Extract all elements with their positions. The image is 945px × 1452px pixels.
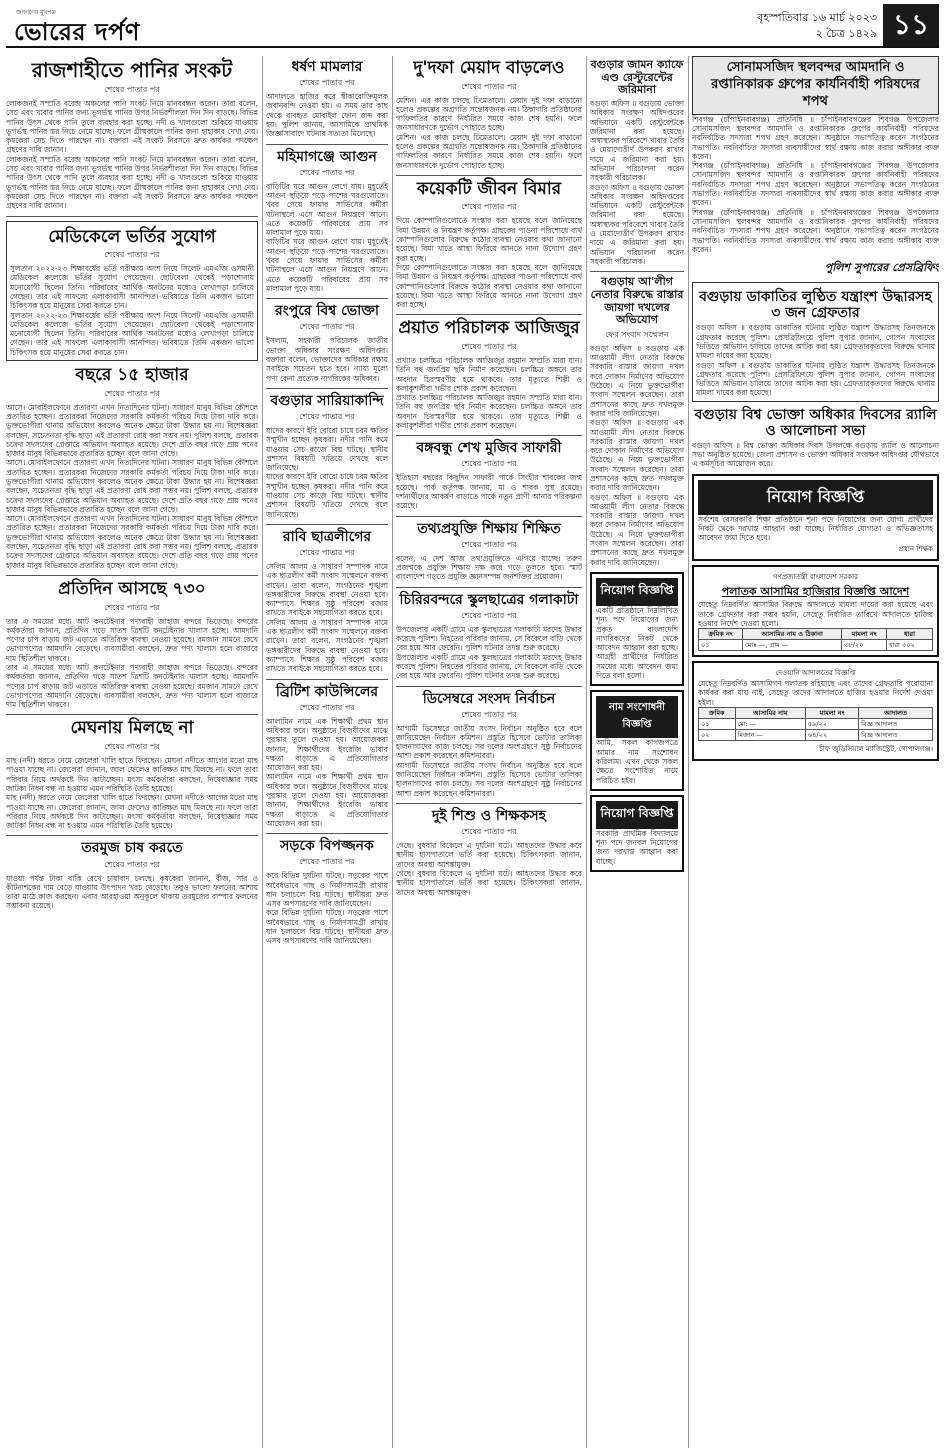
divider	[396, 516, 582, 517]
table-cell: মো: —	[735, 719, 805, 730]
story-body-cont: আগামী ডিসেম্বরে জাতীয় সংসদ নির্বাচন অনুষ্ঠিত হবে বলে জানিয়েছেন নির্বাচন কমিশন। প্রস্তুতি হিসেবে ভোটার তালিকা হালনাগাদের কাজ চলছে। সব দলের অংশগ্রহণে সুষ্ঠু নির্বাচনের আশা প্রকাশ করেছেন কমিশনাররা।	[396, 760, 582, 798]
date-bangla: ২ চৈত্র ১৪২৯	[815, 27, 877, 40]
headline: দু'দফা মেয়াদ বাড়লেও	[413, 58, 565, 78]
ad-body: যেহেতু নিম্নবর্ণিত আসামিগণ পলাতক রহিয়াছে এবং তাদের গ্রেফতারি পরোয়ানা কার্যকর করা যায় নাই, সেহেতু তাদের আদালতে হাজির হওয়ার নির্দেশ দেওয়া হইল।	[698, 679, 933, 707]
story-body: বাড়িটির ঘরে আগুন লেগে যায়। মুহূর্তেই আগুন ছড়িয়ে পড়ে পাশের ঘরগুলোতে। খবর পেয়ে ফায়ার সার্ভিসের কর্মীরা ঘটনাস্থলে এসে আগুন নিয়ন্ত্রণে আনে। এতে কয়েকটি পরিবারের প্রায় সব মালামাল পুড়ে যায়।	[266, 181, 388, 238]
divider	[266, 144, 388, 145]
ad-table	[698, 707, 933, 741]
story-mohimaganj-fire	[266, 149, 388, 294]
headline: ডিসেম্বরে সংসদ নির্বাচন	[422, 690, 556, 707]
story-consumer-day-rally	[692, 407, 939, 469]
continuation-note: শেষের পাতার পর	[104, 859, 160, 869]
story-body-cont: তার এ সময়ের মধ্যে আট কনটেইনার পণ্যবাহী জাহাজ বন্দরে ভিড়েছে। বন্দরের কর্মকর্তারা জানান, প্রতিদিন গড়ে সাতশ ত্রিশটি কনটেইনার খালাস হচ্ছে। আমদানি পণ্যের চাপ বাড়ায় জট এড়াতে অতিরিক্ত ব্যবস্থা নেওয়া হয়েছে। রমজান সামনে রেখে ভোগ্যপণ্যের আমদানি বেড়েছে। ব্যবসায়ীরা বলছেন, দ্রুত পণ্য খালাস হলে বাজারে দাম স্থিতিশীল থাকবে।	[6, 663, 258, 710]
story-watermelon	[6, 840, 258, 910]
continuation-note: শেষের পাতার পর	[104, 85, 160, 94]
story-safari-park	[396, 440, 582, 510]
continuation-note: শেষের পাতার পর	[461, 81, 517, 91]
story-730-daily	[6, 580, 258, 710]
table-cell: ০১	[699, 719, 736, 730]
column-5	[692, 56, 939, 1448]
story-body: বলেন, এ দেশ আজ তথ্যপ্রযুক্তিতে এগিয়ে যাচ্ছে। তরুণ প্রজন্মকে প্রযুক্তি শিক্ষায় দক্ষ করে গড়ে তুলতে হবে। স্মার্ট বাংলাদেশ গড়তে প্রযুক্তি জ্ঞানসম্পন্ন জনশক্তির প্রয়োজন।	[396, 553, 582, 582]
story-sonamasjid-oath	[692, 115, 939, 254]
table-header: মামলা নং	[805, 708, 858, 719]
continuation-note: শেষের পাতার পর	[299, 857, 355, 867]
table-cell: ০১	[699, 640, 743, 651]
continuation-note: শেষের পাতার পর	[461, 341, 517, 351]
story-body: বগুড়া অফিস ॥ বগুড়ায় এক আওয়ামী লীগ নেতার বিরুদ্ধে সরকারি রাস্তার জায়গা দখল করে দোকান নির্মাণের অভিযোগ উঠেছে। এ নিয়ে ভুক্তভোগীরা সংবাদ সম্মেলন করেছেন। তারা প্রশাসনের কাছে দ্রুত দখলমুক্ত করার দাবি জানিয়েছেন।	[590, 343, 684, 418]
story-rape-case	[266, 59, 388, 139]
ad-body: সর্বশেষ বেসরকারি শিক্ষা প্রতিষ্ঠানে শূন্য পদে নিয়োগের জন্য যোগ্য প্রার্থীদের নিকট থেকে দরখাস্ত আহ্বান করা যাচ্ছে। নির্ধারিত যোগ্যতা ও অভিজ্ঞতাসহ আবেদন জমা দিতে হবে।	[698, 514, 933, 543]
column-1	[6, 56, 258, 1448]
story-body: গেছে। বুধবার বিকেলে এ দুর্ঘটনা ঘটে। আহতদের উদ্ধার করে স্থানীয় হাসপাতালে ভর্তি করা হয়েছে। চিকিৎসকরা জানান, তাদের অবস্থা আশঙ্কামুক্ত।	[396, 841, 582, 869]
table-cell: বিজ্ঞ আদালত	[859, 730, 933, 741]
divider	[266, 524, 388, 525]
ad-body: যেহেতু নিম্নবর্ণিত আসামির বিরুদ্ধে আদালতে মামলা দায়ের করা হয়েছে এবং তাকে গ্রেফতার করা সম্ভব হয়নি, সেহেতু নির্ধারিত তারিখে আদালতে হাজির হওয়ার নির্দেশ দেওয়া হলো।	[698, 600, 933, 628]
column-4	[590, 56, 684, 1448]
headline: বগুড়ার জামন ক্যাফে এণ্ড রেস্টুরেন্টের জরিমানা	[590, 58, 684, 97]
table-header-row	[699, 708, 933, 719]
story-body-cont2: শিবগঞ্জ (চাঁপাইনবাবগঞ্জ) প্রতিনিধি ॥ চাঁপাইনবাবগঞ্জের শিবগঞ্জ উপজেলার সোনামসজিদ স্থলবন্দর আমদানি ও রপ্তানিকারক গ্রুপের কার্যনির্বাহী পরিষদের নবনির্বাচিত সদস্যরা শপথ গ্রহণ করেছেন। অনুষ্ঠানে সভাপতিত্ব করেন সংগঠনের সভাপতি। নবনির্বাচিত সদস্যরা ব্যবসায়ীদের স্বার্থ রক্ষায় কাজ করার অঙ্গীকার ব্যক্ত করেন।	[692, 207, 939, 254]
column-3	[396, 56, 582, 1448]
story-15-thousand	[6, 366, 258, 570]
headline: সড়কে বিপজ্জনক	[280, 838, 374, 855]
headline: তথ্যপ্রযুক্তি শিক্ষায় শিক্ষিত	[417, 520, 561, 537]
continuation-note: শেষের পাতার পর	[104, 742, 160, 752]
story-it-education	[396, 521, 582, 582]
story-two-children	[396, 808, 582, 897]
headline: রাজশাহীতে পানির সংকট	[31, 58, 233, 82]
story-body: শিবগঞ্জ (চাঁপাইনবাবগঞ্জ) প্রতিনিধি ॥ চাঁপাইনবাবগঞ্জের শিবগঞ্জ উপজেলার সোনামসজিদ স্থলবন্দর আমদানি ও রপ্তানিকারক গ্রুপের কার্যনির্বাহী পরিষদের নবনির্বাচিত সদস্যরা শপথ গ্রহণ করেছেন। অনুষ্ঠানে সভাপতিত্ব করেন সংগঠনের সভাপতি। নবনির্বাচিত সদস্যরা ব্যবসায়ীদের স্বার্থ রক্ষায় কাজ করার অঙ্গীকার ব্যক্ত করেন।	[692, 114, 939, 161]
table-cell: মিজান —	[735, 730, 805, 741]
ad-signature: চীফ জুডিসিয়াল ম্যাজিস্ট্রেট, গোপালগঞ্জ।	[819, 745, 933, 754]
story-body: তার এ সময়ের মধ্যে আট কনটেইনার পণ্যবাহী জাহাজ বন্দরে ভিড়েছে। বন্দরের কর্মকর্তারা জানান, প্রতিদিন গড়ে সাতশ ত্রিশটি কনটেইনার খালাস হচ্ছে। আমদানি পণ্যের চাপ বাড়ায় জট এড়াতে অতিরিক্ত ব্যবস্থা নেওয়া হয়েছে। রমজান সামনে রেখে ভোগ্যপণ্যের আমদানি বেড়েছে। ব্যবসায়ীরা বলছেন, দ্রুত পণ্য খালাস হলে বাজারে দাম স্থিতিশীল থাকবে।	[6, 616, 258, 663]
story-body: আগামী ডিসেম্বরে জাতীয় সংসদ নির্বাচন অনুষ্ঠিত হবে বলে জানিয়েছেন নির্বাচন কমিশন। প্রস্তুতি হিসেবে ভোটার তালিকা হালনাগাদের কাজ চলছে। সব দলের অংশগ্রহণে সুষ্ঠু নির্বাচনের আশা প্রকাশ করেছেন কমিশনাররা।	[396, 723, 582, 761]
ad-signature: প্রধান শিক্ষক	[898, 544, 933, 553]
column-rule	[262, 56, 263, 1448]
headline: বগুড়ার সারিয়াকান্দি	[270, 392, 384, 409]
ad-court-notice-1	[692, 565, 939, 658]
story-rajshahi-water	[6, 59, 258, 211]
story-chirirbandar	[396, 592, 582, 681]
divider	[266, 833, 388, 834]
story-body: সেলিম আলম ও সাধারণ সম্পাদক নামে এক ছাত্রলীগ কর্মী সংবাদ সম্মেলনে বক্তব্য রাখেন। তারা বলেন, সংগঠনের শৃঙ্খলা ভঙ্গকারীদের বিরুদ্ধে ব্যবস্থা নেওয়া হবে। ক্যাম্পাসে শিক্ষার সুষ্ঠু পরিবেশ বজায় রাখতে সবাইকে সহযোগিতা করতে হবে।	[266, 561, 388, 618]
story-body: মাছ (নদী) ধরতে নেমে জেলেরা খালি হাতে ফিরছেন। মেঘনা নদীতে আগের মতো মাছ পাওয়া যাচ্ছে না। জেলেরা জানান, জাল ফেলেও কাঙ্ক্ষিত মাছ মিলছে না। ফলে তারা পরিবার নিয়ে অর্থকষ্টে দিন কাটাচ্ছেন। মৎস্য কর্মকর্তারা বলছেন, নিষেধাজ্ঞার সময় জাটকা নিধন বন্ধ না হওয়ায় এমন পরিস্থিতি তৈরি হয়েছে।	[6, 756, 258, 793]
story-body: লোকজনই সম্প্রতি বরেন্দ্র অঞ্চলের পানি সংকট নিয়ে মানববন্ধন করেন। তারা বলেন, সেচ এবং খাবার পানির জন্য ভূগর্ভস্থ পানির উপর নির্ভরশীলতা দিন দিন বাড়ছে। বিভিন্ন পানির উৎস থেকে পানি তুলে ব্যবহার করা হচ্ছে। নদী ও খালগুলো শুকিয়ে যাওয়ায় ভূগর্ভস্থ পানির স্তর নিচে নেমে যাচ্ছে। ফলে গ্রীষ্মকালে পানির জন্য হাহাকার দেখা দেয়। কৃষকেরা সেচ দিতে পারছেন না। বক্তারা এই সংকট নিরসনে দ্রুত কার্যকর পদক্ষেপ গ্রহণের দাবি জানান।	[6, 99, 258, 155]
ad-court-header: দেওয়ানি আদালতের বিজ্ঞপ্তি	[775, 669, 856, 678]
ad-body: সরকারি প্রাথমিক বিদ্যালয়ে শূন্য পদে জনবল নিয়োগের জন্য দরখাস্ত আহ্বান করা যাচ্ছে।	[596, 828, 678, 866]
kicker-press-briefing: পুলিশ সুপারের প্রেসব্রিফিং	[824, 261, 939, 275]
table-row	[699, 730, 933, 741]
headline: কয়েকটি জীবন বিমার	[416, 178, 562, 199]
table-cell: ০২	[699, 730, 736, 741]
continuation-note: শেষের পাতার পর	[461, 610, 517, 620]
headline: মেডিকেলে ভর্তির সুযোগ	[48, 226, 216, 247]
newspaper-logo: ভোরের দর্পণ	[14, 18, 140, 46]
headline: বগুড়ায় বিশ্ব ভোক্তা অধিকার দিবসের র‌্যালি ও আলোচনা সভা	[694, 406, 937, 439]
story-body: বগুড়া অফিস ॥ বিশ্ব ভোক্তা অধিকার দিবস উপলক্ষে বগুড়ায় র‌্যালি ও আলোচনা সভা অনুষ্ঠিত হয়েছে। জেলা প্রশাসন ও ভোক্তা অধিকার সংরক্ষণ অধিদপ্তর যৌথভাবে এ কর্মসূচির আয়োজন করে।	[692, 440, 939, 469]
ad-govt-header: গণপ্রজাতন্ত্রী বাংলাদেশ সরকার	[773, 572, 858, 581]
story-body-cont2: বগুড়া অফিস ॥ বগুড়ায় এক আওয়ামী লীগ নেতার বিরুদ্ধে সরকারি রাস্তার জায়গা দখল করে দোকান নির্মাণের অভিযোগ উঠেছে। এ নিয়ে ভুক্তভোগীরা সংবাদ সম্মেলন করেছেন। তারা প্রশাসনের কাছে দ্রুত দখলমুক্ত করার দাবি জানিয়েছেন।	[590, 492, 684, 567]
story-awami-league-land	[590, 276, 684, 567]
divider	[6, 835, 258, 836]
story-body-cont: সেলিম আলম ও সাধারণ সম্পাদক নামে এক ছাত্রলীগ কর্মী সংবাদ সম্মেলনে বক্তব্য রাখেন। তারা বলেন, সংগঠনের শৃঙ্খলা ভঙ্গকারীদের বিরুদ্ধে ব্যবস্থা নেওয়া হবে। ক্যাম্পাসে শিক্ষার সুষ্ঠু পরিবেশ বজায় রাখতে সবাইকে সহযোগিতা করতে হবে।	[266, 617, 388, 674]
ad-recruitment-1	[590, 572, 684, 686]
table-header: আসামির নাম	[735, 708, 805, 719]
continuation-note: শেষের পাতার পর	[104, 250, 160, 260]
ad-teacher-recruitment	[692, 474, 939, 561]
story-body: আলামিন নামে এক শিক্ষার্থী প্রথম স্থান অধিকার করে। অনুষ্ঠানে বিজয়ীদের মাঝে পুরস্কার তুলে দেওয়া হয়। আয়োজকরা জানান, শিক্ষার্থীদের ইংরেজি ভাষার দক্ষতা বাড়াতে এ প্রতিযোগিতার আয়োজন করা হয়।	[266, 716, 388, 773]
headline: চিরিরবন্দরে স্কুলছাত্রের গলাকাটা	[399, 591, 579, 608]
column-rule	[392, 56, 393, 1448]
divider	[396, 314, 582, 315]
table-cell: ৫৯/২২	[805, 719, 858, 730]
column-rule	[688, 56, 689, 1448]
continuation-note: শেষের পাতার পর	[299, 167, 355, 177]
divider	[396, 803, 582, 804]
table-cell: বিজ্ঞ আদালত	[859, 719, 933, 730]
headline: ধর্ষণ মামলার	[291, 59, 363, 75]
story-body: যাদের কারণে ইরি বোরো চাষে চরম ক্ষতির সম্মুখীন হচ্ছেন কৃষকরা। নদীর পানি কমে যাওয়ায় সেচ কাজে বিঘ্ন ঘটছে। স্থানীয় প্রশাসন বিষয়টি খতিয়ে দেখছে বলে জানিয়েছে।	[266, 425, 388, 473]
story-director-azizur	[396, 319, 582, 430]
table-cell: ৩৮/২০	[842, 640, 887, 651]
column-2	[266, 56, 388, 1448]
story-body-cont: করে বিভিন্ন দুর্ঘটনা ঘটছে। সড়কের পাশে অবৈধভাবে গাছ ও নির্মাণসামগ্রী রাখায় যান চলাচলে বিঘ্ন ঘটছে। স্থানীয়রা দ্রুত এসব অপসারণের দাবি জানিয়েছেন।	[266, 908, 388, 946]
headline: রংপুরে বিশ্ব ভোক্তা	[275, 303, 379, 320]
story-robbery-arrest	[692, 282, 939, 402]
table-header: ক্রমিক নং	[699, 629, 743, 640]
story-body: বগুড়া অফিস ॥ বগুড়ায় ভোক্তা অধিকার সংরক্ষণ অধিদপ্তরের অভিযানে একটি রেস্টুরেন্টকে জরিমানা করা হয়েছে। অস্বাস্থ্যকর পরিবেশে খাবার তৈরি ও মেয়াদোত্তীর্ণ উপকরণ রাখার দায়ে এ জরিমানা করা হয়। অভিযান পরিচালনা করেন সহকারী পরিচালক।	[590, 98, 684, 183]
ad-recruitment-2	[590, 795, 684, 872]
headline: তরমুজ চাষ করতে	[81, 840, 183, 857]
story-body-cont: বগুড়া অফিস ॥ বগুড়ায় এক আওয়ামী লীগ নেতার বিরুদ্ধে সরকারি রাস্তার জায়গা দখল করে দোকান নির্মাণের অভিযোগ উঠেছে। এ নিয়ে ভুক্তভোগীরা সংবাদ সম্মেলন করেছেন। তারা প্রশাসনের কাছে দ্রুত দখলমুক্ত করার দাবি জানিয়েছেন।	[590, 418, 684, 493]
continuation-note: শেষের পাতার পর	[104, 602, 160, 612]
story-body-cont: আলামিন নামে এক শিক্ষার্থী প্রথম স্থান অধিকার করে। অনুষ্ঠানে বিজয়ীদের মাঝে পুরস্কার তুলে দেওয়া হয়। আয়োজকরা জানান, শিক্ষার্থীদের ইংরেজি ভাষার দক্ষতা বাড়াতে এ প্রতিযোগিতার আয়োজন করা হয়।	[266, 772, 388, 828]
story-life-insurance	[396, 180, 582, 310]
date-english: বৃহস্পতিবার ১৬ মার্চ ২০২৩	[757, 11, 877, 24]
continuation-note: শেষের পাতার পর	[299, 78, 355, 88]
continuation-note: শেষের পাতার পর	[461, 827, 517, 837]
story-body-cont: মেশিন। এর কাজ চলছে ঢিমেতালে। মেয়াদ দুই দফা বাড়ানো হলেও প্রকল্পের অগ্রগতি সন্তোষজনক নয়। ঠিকাদারি প্রতিষ্ঠানের গাফিলতির কারণে নির্ধারিত সময়ে কাজ শেষ হয়নি। ফলে জনসাধারণকে দুর্ভোগ পোহাতে হচ্ছে।	[396, 132, 582, 170]
divider	[266, 388, 388, 389]
story-body: উপজেলার একটি গ্রামে এক স্কুলছাত্রের গলাকাটা মরদেহ উদ্ধার করেছে পুলিশ। নিহতের পরিবার জানায়, সে বিকেলে বাড়ি থেকে বের হয়ে আর ফেরেনি। পুলিশ ঘটনার তদন্ত শুরু করেছে।	[396, 624, 582, 653]
continuation-note: শেষের পাতার পর	[461, 539, 517, 549]
ad-table	[698, 628, 933, 651]
story-body-cont: প্রখ্যাত চলচ্চিত্র পরিচালক আজিজুর রহমান সম্প্রতি মারা যান। তিনি বহু জনপ্রিয় ছবি নির্মাণ করেছেন। চলচ্চিত্র অঙ্গনে তার অবদান চিরস্মরণীয় হয়ে থাকবে। তার মৃত্যুতে শিল্পী ও কলাকুশলীরা গভীর শোক প্রকাশ করেছেন।	[396, 393, 582, 431]
story-british-council	[266, 684, 388, 829]
story-sariakandi	[266, 393, 388, 519]
ad-title: পলাতক আসামির হাজিরার বিজ্ঞপ্তি আদেশ	[721, 584, 910, 598]
story-election-december	[396, 691, 582, 798]
table-cell: ৬৪/২২	[805, 730, 858, 741]
story-body-cont: উপজেলার একটি গ্রামে এক স্কুলছাত্রের গলাকাটা মরদেহ উদ্ধার করেছে পুলিশ। নিহতের পরিবার জানায়, সে বিকেলে বাড়ি থেকে বের হয়ে আর ফেরেনি। পুলিশ ঘটনার তদন্ত শুরু করেছে।	[396, 652, 582, 681]
continuation-note: শেষের পাতার পর	[461, 459, 517, 469]
divider	[6, 575, 258, 576]
banner-headline: সোনামসজিদ স্থলবন্দর আমদানি ও রপ্তানিকারক গ্রুপের কার্যনির্বাহী পরিষদের শপথ	[692, 56, 939, 115]
story-meghna-fish	[6, 719, 258, 830]
dateline	[757, 10, 877, 42]
ad-court-notice-2	[692, 661, 939, 761]
story-body-cont2: আসে। মোবাইলফোনে প্রতারণা এখন নিত্যদিনের ঘটনা। সাধারণ মানুষ বিভিন্ন কৌশলে প্রতারিত হচ্ছেন। প্রতারকরা নিজেদের সরকারি কর্মকর্তা পরিচয় দিয়ে টাকা দাবি করে। ভুক্তভোগীরা থানায় অভিযোগ করলেও অনেক ক্ষেত্রে টাকা উদ্ধার হয় না। বিশেষজ্ঞরা বলছেন, সচেতনতা বৃদ্ধি ছাড়া এই প্রতারণা রোধ করা সম্ভব নয়। পুলিশ বলছে, প্রতারক চক্রের সদস্যদের গ্রেপ্তারে অভিযান অব্যাহত রয়েছে। দেশে প্রতি বছর গড়ে প্রায় পনের হাজার মানুষ বিভিন্নভাবে প্রতারিত হচ্ছেন বলে জানা গেছে।	[6, 514, 258, 570]
story-deadline-extended	[396, 59, 582, 170]
continuation-note: শেষের পাতার পর	[299, 702, 355, 712]
story-body: দিয়ে কোম্পানিগুলোতে সংস্কার করা হয়েছে বলে জানিয়েছে বিমা উন্নয়ন ও নিয়ন্ত্রণ কর্তৃপক্ষ। গ্রাহকের পাওনা পরিশোধে ব্যর্থ কোম্পানিগুলোর বিরুদ্ধে কঠোর ব্যবস্থা নেওয়ার কথা জানানো হয়েছে। বিমা খাতে আস্থা ফিরিয়ে আনতে নানা উদ্যোগ গ্রহণ করা হচ্ছে।	[396, 216, 582, 263]
story-body: আসে। মোবাইলফোনে প্রতারণা এখন নিত্যদিনের ঘটনা। সাধারণ মানুষ বিভিন্ন কৌশলে প্রতারিত হচ্ছেন। প্রতারকরা নিজেদের সরকারি কর্মকর্তা পরিচয় দিয়ে টাকা দাবি করে। ভুক্তভোগীরা থানায় অভিযোগ করলেও অনেক ক্ষেত্রে টাকা উদ্ধার হয় না। বিশেষজ্ঞরা বলছেন, সচেতনতা বৃদ্ধি ছাড়া এই প্রতারণা রোধ করা সম্ভব নয়। পুলিশ বলছে, প্রতারক চক্রের সদস্যদের গ্রেপ্তারে অভিযান অব্যাহত রয়েছে। দেশে প্রতি বছর গড়ে প্রায় পনের হাজার মানুষ বিভিন্নভাবে প্রতারিত হচ্ছেন বলে জানা গেছে।	[6, 402, 258, 459]
table-cell: মোঃ —, গ্রাম —	[743, 640, 842, 651]
story-body: করে বিভিন্ন দুর্ঘটনা ঘটছে। সড়কের পাশে অবৈধভাবে গাছ ও নির্মাণসামগ্রী রাখায় যান চলাচলে বিঘ্ন ঘটছে। স্থানীয়রা দ্রুত এসব অপসারণের দাবি জানিয়েছেন।	[266, 871, 388, 909]
continuation-note: শেষের পাতার পর	[299, 322, 355, 332]
story-road-danger	[266, 838, 388, 945]
divider	[396, 435, 582, 436]
ad-title: নিয়োগ বিজ্ঞপ্তি	[596, 801, 678, 829]
story-body-cont: বাড়িটির ঘরে আগুন লেগে যায়। মুহূর্তেই আগুন ছড়িয়ে পড়ে পাশের ঘরগুলোতে। খবর পেয়ে ফায়ার সার্ভিসের কর্মীরা ঘটনাস্থলে এসে আগুন নিয়ন্ত্রণে আনে। এতে কয়েকটি পরিবারের প্রায় সব মালামাল পুড়ে যায়।	[266, 237, 388, 293]
ad-body: একটি প্রতিষ্ঠানে নিম্নলিখিত শূন্য পদে নিয়োগের জন্য প্রকৃত বাংলাদেশি নাগরিকদের নিকট থেকে আবেদন আহ্বান করা হচ্ছে। আগ্রহী প্রার্থীদের নির্ধারিত সময়ের মধ্যে আবেদন জমা দিতে বলা হলো।	[596, 605, 678, 681]
story-body-cont: আসে। মোবাইলফোনে প্রতারণা এখন নিত্যদিনের ঘটনা। সাধারণ মানুষ বিভিন্ন কৌশলে প্রতারিত হচ্ছেন। প্রতারকরা নিজেদের সরকারি কর্মকর্তা পরিচয় দিয়ে টাকা দাবি করে। ভুক্তভোগীরা থানায় অভিযোগ করলেও অনেক ক্ষেত্রে টাকা উদ্ধার হয় না। বিশেষজ্ঞরা বলছেন, সচেতনতা বৃদ্ধি ছাড়া এই প্রতারণা রোধ করা সম্ভব নয়। পুলিশ বলছে, প্রতারক চক্রের সদস্যদের গ্রেপ্তারে অভিযান অব্যাহত রয়েছে। দেশে প্রতি বছর গড়ে প্রায় পনের হাজার মানুষ বিভিন্নভাবে প্রতারিত হচ্ছেন বলে জানা গেছে।	[6, 458, 258, 514]
table-header: আদালত	[859, 708, 933, 719]
continuation-note: শেষের পাতার পর	[299, 547, 355, 557]
table-header-row	[699, 629, 933, 640]
ad-body: আমি, সকল কাগজপত্রে আমার নাম সংশোধন করিলাম। এখন থেকে সকল ক্ষেত্রে সংশোধিত নামে পরিচিত হইব।	[596, 738, 678, 785]
table-header: আসামির নাম ও ঠিকানা	[743, 629, 842, 640]
headline: প্রয়াত পরিচালক আজিজুর	[398, 318, 580, 339]
story-body: মেশিন। এর কাজ চলছে ঢিমেতালে। মেয়াদ দুই দফা বাড়ানো হলেও প্রকল্পের অগ্রগতি সন্তোষজনক নয়। ঠিকাদারি প্রতিষ্ঠানের গাফিলতির কারণে নির্ধারিত সময়ে কাজ শেষ হয়নি। ফলে জনসাধারণকে দুর্ভোগ পোহাতে হচ্ছে।	[396, 95, 582, 133]
story-body: ইসলাম, সহকারী পরিচালক জাতীয় ভোক্তা অধিকার সংরক্ষণ অধিদপ্তর। বক্তারা বলেন, ভোক্তাদের অধিকার রক্ষায় সবাইকে সচেতন হতে হবে। ন্যায্য মূল্যে পণ্য কেনা প্রত্যেক নাগরিকের অধিকার।	[266, 336, 388, 383]
story-body: বগুড়া অফিস ॥ বগুড়ায় ডাকাতির ঘটনায় লুণ্ঠিত যন্ত্রাংশ উদ্ধারসহ তিনজনকে গ্রেফতার করেছে পুলিশ। প্রেসব্রিফিংয়ে পুলিশ সুপার জানান, গোপন সংবাদের ভিত্তিতে অভিযান চালিয়ে তাদের আটক করা হয়। গ্রেফতারকৃতদের বিরুদ্ধে থানায় মামলা দায়ের করা হয়েছে।	[696, 323, 935, 361]
continuation-note: শেষের পাতার পর	[299, 411, 355, 421]
table-header: ধারা	[886, 629, 932, 640]
column-rule	[586, 56, 587, 1448]
ad-name-correction	[590, 690, 684, 790]
headline: মেঘনায় মিলছে না	[70, 718, 194, 739]
story-body: ইতিহাস বছরের কিছুদিন সাফারী পার্কে সিংহীর শাবকের জন্ম হয়েছে। পার্ক কর্তৃপক্ষ জানায়, মা ও শাবক সুস্থ রয়েছে। দর্শনার্থীদের আকর্ষণ বাড়াতে পার্কে নতুন প্রাণী আনার পরিকল্পনা রয়েছে।	[396, 473, 582, 511]
story-body-cont: মাছ (নদী) ধরতে নেমে জেলেরা খালি হাতে ফিরছেন। মেঘনা নদীতে আগের মতো মাছ পাওয়া যাচ্ছে না। জেলেরা জানান, জাল ফেলেও কাঙ্ক্ষিত মাছ মিলছে না। ফলে তারা পরিবার নিয়ে অর্থকষ্টে দিন কাটাচ্ছেন। মৎস্য কর্মকর্তারা বলছেন, নিষেধাজ্ঞার সময় জাটকা নিধন বন্ধ না হওয়ায় এমন পরিস্থিতি তৈরি হয়েছে।	[6, 793, 258, 831]
divider	[396, 686, 582, 687]
divider	[6, 714, 258, 715]
divider	[396, 587, 582, 588]
story-body-cont: শিবগঞ্জ (চাঁপাইনবাবগঞ্জ) প্রতিনিধি ॥ চাঁপাইনবাবগঞ্জের শিবগঞ্জ উপজেলার সোনামসজিদ স্থলবন্দর আমদানি ও রপ্তানিকারক গ্রুপের কার্যনির্বাহী পরিষদের নবনির্বাচিত সদস্যরা শপথ গ্রহণ করেছেন। অনুষ্ঠানে সভাপতিত্ব করেন সংগঠনের সভাপতি। নবনির্বাচিত সদস্যরা ব্যবসায়ীদের স্বার্থ রক্ষায় কাজ করার অঙ্গীকার ব্যক্ত করেন।	[692, 161, 939, 208]
story-restaurant-fine	[590, 59, 684, 266]
subheadline: ফের সংবাদ সম্মেলন	[605, 329, 669, 339]
headline: বগুড়ায় ডাকাতির লুণ্ঠিত যন্ত্রাংশ উদ্ধারসহ ৩ জন গ্রেফতার	[699, 289, 932, 322]
masthead	[6, 4, 939, 48]
headline: রাবি ছাত্রলীগের	[282, 528, 372, 545]
ad-title: নিয়োগ বিজ্ঞপ্তি	[698, 480, 933, 515]
story-body-cont: লোকজনই সম্প্রতি বরেন্দ্র অঞ্চলের পানি সংকট নিয়ে মানববন্ধন করেন। তারা বলেন, সেচ এবং খাবার পানির জন্য ভূগর্ভস্থ পানির উপর নির্ভরশীলতা দিন দিন বাড়ছে। বিভিন্ন পানির উৎস থেকে পানি তুলে ব্যবহার করা হচ্ছে। নদী ও খালগুলো শুকিয়ে যাওয়ায় ভূগর্ভস্থ পানির স্তর নিচে নেমে যাচ্ছে। ফলে গ্রীষ্মকালে পানির জন্য হাহাকার দেখা দেয়। কৃষকেরা সেচ দিতে পারছেন না। বক্তারা এই সংকট নিরসনে দ্রুত কার্যকর পদক্ষেপ গ্রহণের দাবি জানান।	[6, 154, 258, 211]
table-row	[699, 640, 933, 651]
headline: মহিমাগঞ্জে আগুন	[277, 148, 377, 165]
story-medical-admission	[6, 221, 258, 362]
story-body: প্রখ্যাত চলচ্চিত্র পরিচালক আজিজুর রহমান সম্প্রতি মারা যান। তিনি বহু জনপ্রিয় ছবি নির্মাণ করেছেন। চলচ্চিত্র অঙ্গনে তার অবদান চিরস্মরণীয় হয়ে থাকবে। তার মৃত্যুতে শিল্পী ও কলাকুশলীরা গভীর শোক প্রকাশ করেছেন।	[396, 355, 582, 393]
headline: ব্রিটিশ কাউন্সিলের	[275, 683, 379, 700]
continuation-note: শেষের পাতার পর	[461, 202, 517, 212]
divider	[266, 298, 388, 299]
continuation-note: শেষের পাতার পর	[461, 709, 517, 719]
table-cell: ধারা ৩০২	[886, 640, 932, 651]
story-body-cont: দিয়ে কোম্পানিগুলোতে সংস্কার করা হয়েছে বলে জানিয়েছে বিমা উন্নয়ন ও নিয়ন্ত্রণ কর্তৃপক্ষ। গ্রাহকের পাওনা পরিশোধে ব্যর্থ কোম্পানিগুলোর বিরুদ্ধে কঠোর ব্যবস্থা নেওয়ার কথা জানানো হয়েছে। বিমা খাতে আস্থা ফিরিয়ে আনতে নানা উদ্যোগ গ্রহণ করা হচ্ছে।	[396, 262, 582, 310]
logo-tagline: জনগণের মুখপত্র	[16, 9, 56, 16]
story-body: যাওয়া পর্যন্ত টাকা বাকি রেখে চাষাবাদ চলছে। কৃষকেরা জানান, বীজ, সার ও কীটনাশকের দাম বেড়ে যাওয়ায় উৎপাদন খরচ বেড়েছে। তবুও ভালো ফলনের আশায় তারা মাঠে কাজ করছেন। এবার আবহাওয়া অনুকূলে থাকায় তরমুজের বাম্পার ফলনের সম্ভাবনা রয়েছে।	[6, 873, 258, 911]
headline: প্রতিদিন আসছে ৭৩০	[58, 578, 206, 599]
ad-title: নিয়োগ বিজ্ঞপ্তি	[596, 578, 678, 606]
story-rabi-chhatraleague	[266, 529, 388, 674]
divider	[266, 679, 388, 680]
table-header: মামলা নং	[842, 629, 887, 640]
story-body-cont: বগুড়া অফিস ॥ বগুড়ায় ভোক্তা অধিকার সংরক্ষণ অধিদপ্তরের অভিযানে একটি রেস্টুরেন্টকে জরিমানা করা হয়েছে। অস্বাস্থ্যকর পরিবেশে খাবার তৈরি ও মেয়াদোত্তীর্ণ উপকরণ রাখার দায়ে এ জরিমানা করা হয়। অভিযান পরিচালনা করেন সহকারী পরিচালক।	[590, 182, 684, 266]
story-body: সুলতান ২০২২-২৩ শিক্ষাবর্ষের ভর্তি পরীক্ষায় অংশ নিয়ে সিলেট এমএজি ওসমানী মেডিকেল কলেজে ভর্তির সুযোগ পেয়েছেন। ছোটবেলা থেকেই পড়াশোনায় মনোযোগী ছিলেন তিনি। পরিবারের আর্থিক অনটনের মধ্যেও লেখাপড়া চালিয়ে গেছেন। তার এই সাফল্যে এলাকাবাসী আনন্দিত। ভবিষ্যতে তিনি একজন ভালো চিকিৎসক হয়ে মানুষের সেবা করতে চান।	[10, 264, 254, 311]
divider	[6, 216, 258, 217]
headline: দুই শিশু ও শিক্ষকসহ	[432, 807, 546, 824]
table-row	[699, 719, 933, 730]
headline: বঙ্গবন্ধু শেখ মুজিব সাফারী	[416, 440, 562, 457]
page-number: ১১	[883, 4, 939, 46]
ad-title: নাম সংশোধনী বিজ্ঞপ্তি	[596, 696, 678, 738]
story-body-cont: বগুড়া অফিস ॥ বগুড়ায় ডাকাতির ঘটনায় লুণ্ঠিত যন্ত্রাংশ উদ্ধারসহ তিনজনকে গ্রেফতার করেছে পুলিশ। প্রেসব্রিফিংয়ে পুলিশ সুপার জানান, গোপন সংবাদের ভিত্তিতে অভিযান চালিয়ে তাদের আটক করা হয়। গ্রেফতারকৃতদের বিরুদ্ধে থানায় মামলা দায়ের করা হয়েছে।	[696, 360, 935, 398]
story-body-cont: গেছে। বুধবার বিকেলে এ দুর্ঘটনা ঘটে। আহতদের উদ্ধার করে স্থানীয় হাসপাতালে ভর্তি করা হয়েছে। চিকিৎসকরা জানান, তাদের অবস্থা আশঙ্কামুক্ত।	[396, 868, 582, 897]
story-body-cont: যাদের কারণে ইরি বোরো চাষে চরম ক্ষতির সম্মুখীন হচ্ছেন কৃষকরা। নদীর পানি কমে যাওয়ায় সেচ কাজে বিঘ্ন ঘটছে। স্থানীয় প্রশাসন বিষয়টি খতিয়ে দেখছে বলে জানিয়েছে।	[266, 472, 388, 519]
story-body: আদালতে হাজির করে স্বীকারোক্তিমূলক জবানবন্দি নেওয়া হয়। এ সময় তার কাছ থেকে ব্যবহৃত মোবাইল ফোন জব্দ করা হয়। পুলিশ জানায়, আসামিকে প্রাথমিক জিজ্ঞাসাবাদে ঘটনার সত্যতা মিলেছে।	[266, 92, 388, 139]
continuation-note: শেষের পাতার পর	[104, 388, 160, 398]
story-rangpur-consumer	[266, 303, 388, 383]
table-header: ক্রমিক	[699, 708, 736, 719]
story-body-cont: সুলতান ২০২২-২৩ শিক্ষাবর্ষের ভর্তি পরীক্ষায় অংশ নিয়ে সিলেট এমএজি ওসমানী মেডিকেল কলেজে ভর্তির সুযোগ পেয়েছেন। ছোটবেলা থেকেই পড়াশোনায় মনোযোগী ছিলেন তিনি। পরিবারের আর্থিক অনটনের মধ্যেও লেখাপড়া চালিয়ে গেছেন। তার এই সাফল্যে এলাকাবাসী আনন্দিত। ভবিষ্যতে তিনি একজন ভালো চিকিৎসক হয়ে মানুষের সেবা করতে চান।	[10, 310, 254, 357]
divider	[396, 175, 582, 176]
headline: বগুড়ায় আ'লীগ নেতার বিরুদ্ধে রাস্তার জায়গা দখলের অভিযোগ	[590, 275, 684, 327]
divider	[590, 271, 684, 272]
headline: বছরে ১৫ হাজার	[75, 365, 189, 386]
